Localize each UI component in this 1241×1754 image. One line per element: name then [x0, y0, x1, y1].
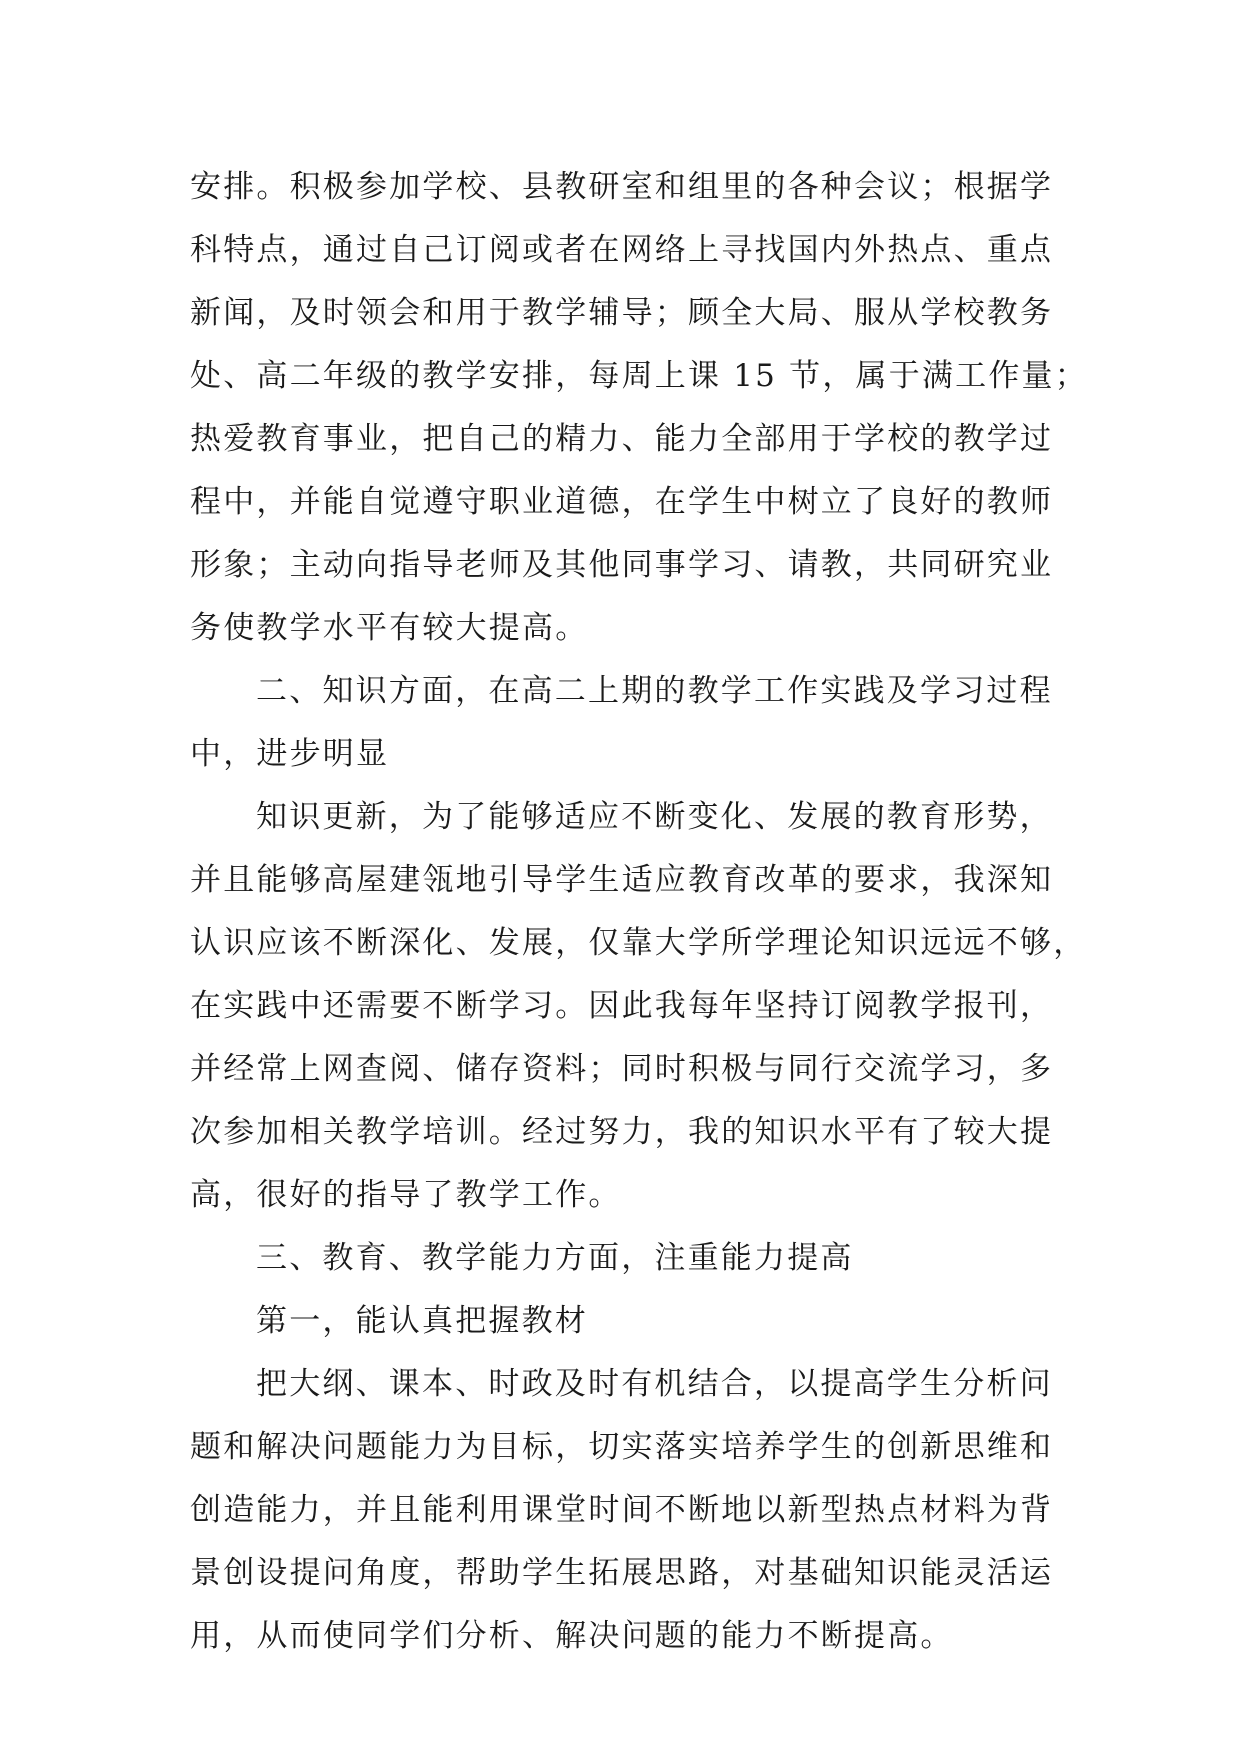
text-line: 并经常上网查阅、储存资料；同时积极与同行交流学习，多: [190, 1051, 1054, 1087]
text-line: 形象；主动向指导老师及其他同事学习、请教，共同研究业: [190, 547, 1054, 583]
text-line: 把大纲、课本、时政及时有机结合，以提高学生分析问: [256, 1366, 1053, 1402]
text-line: 程中，并能自觉遵守职业道德，在学生中树立了良好的教师: [190, 484, 1054, 520]
section-heading: 三、教育、教学能力方面，注重能力提高: [256, 1240, 854, 1276]
text-line: 用，从而使同学们分析、解决问题的能力不断提高。: [190, 1618, 954, 1654]
text-line: 景创设提问角度，帮助学生拓展思路，对基础知识能灵活运: [190, 1555, 1054, 1591]
section-heading: 二、知识方面，在高二上期的教学工作实践及学习过程: [256, 673, 1053, 709]
document-body: [190, 156, 1088, 1668]
section-heading-continued: 中，进步明显: [190, 736, 390, 772]
text-line: 在实践中还需要不断学习。因此我每年坚持订阅教学报刊，: [190, 988, 1054, 1024]
text-line: 科特点，通过自己订阅或者在网络上寻找国内外热点、重点: [190, 232, 1054, 268]
text-line: 热爱教育事业，把自己的精力、能力全部用于学校的教学过: [190, 421, 1054, 457]
text-line: 高，很好的指导了教学工作。: [190, 1177, 622, 1213]
subsection-heading: 第一，能认真把握教材: [256, 1303, 588, 1339]
text-line: 认识应该不断深化、发展，仅靠大学所学理论知识远远不够，: [190, 925, 1087, 961]
text-line: 创造能力，并且能利用课堂时间不断地以新型热点材料为背: [190, 1492, 1054, 1528]
text-line: 题和解决问题能力为目标，切实落实培养学生的创新思维和: [190, 1429, 1054, 1465]
text-line: 知识更新，为了能够适应不断变化、发展的教育形势，: [256, 799, 1053, 835]
text-line: 并且能够高屋建瓴地引导学生适应教育改革的要求，我深知: [190, 862, 1054, 898]
text-line: 次参加相关教学培训。经过努力，我的知识水平有了较大提: [190, 1114, 1054, 1150]
text-line: 务使教学水平有较大提高。: [190, 610, 589, 646]
text-line: 新闻，及时领会和用于教学辅导；顾全大局、服从学校教务: [190, 295, 1054, 331]
text-line: 处、高二年级的教学安排，每周上课 15 节，属于满工作量；: [190, 358, 1088, 394]
text-line: 安排。积极参加学校、县教研室和组里的各种会议；根据学: [190, 169, 1054, 205]
